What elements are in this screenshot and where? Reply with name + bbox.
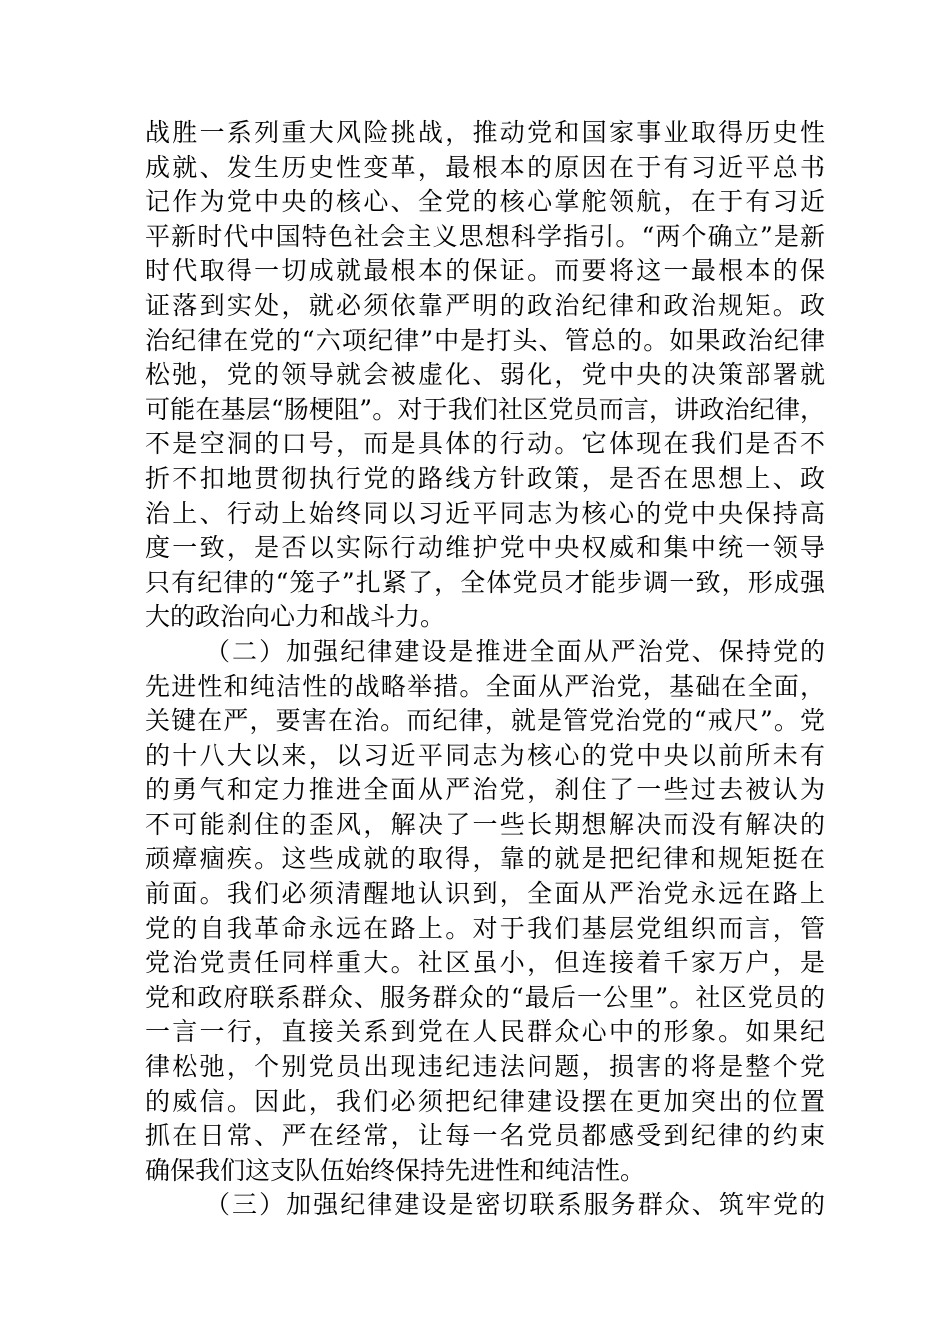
text-line: 的威信。因此，我们必须把纪律建设摆在更加突出的位置: [145, 1086, 825, 1116]
text-line: 松弛，党的领导就会被虚化、弱化，党中央的决策部署就: [145, 360, 825, 390]
text-line: 证落到实处，就必须依靠严明的政治纪律和政治规矩。政: [145, 290, 825, 320]
text-line: 不可能刹住的歪风，解决了一些长期想解决而没有解决的: [145, 809, 825, 839]
text-line: 的十八大以来，以习近平同志为核心的党中央以前所未有: [145, 740, 825, 770]
body-text: [145, 116, 825, 1223]
text-line: 党治党责任同样重大。社区虽小，但连接着千家万户，是: [145, 948, 825, 978]
text-line: 可能在基层“肠梗阻”。对于我们社区党员而言，讲政治纪律，: [145, 394, 825, 424]
text-line: 一言一行，直接关系到党在人民群众心中的形象。如果纪: [145, 1017, 825, 1047]
text-line: 党的自我革命永远在路上。对于我们基层党组织而言，管: [145, 913, 825, 943]
text-line: 先进性和纯洁性的战略举措。全面从严治党，基础在全面，: [145, 671, 825, 701]
text-line: 折不扣地贯彻执行党的路线方针政策，是否在思想上、政: [145, 463, 825, 493]
section-heading-line: （三）加强纪律建设是密切联系服务群众、筑牢党的: [205, 1190, 825, 1220]
text-line: 度一致，是否以实际行动维护党中央权威和集中统一领导: [145, 533, 825, 563]
text-line: 关键在严，要害在治。而纪律，就是管党治党的“戒尺”。党: [145, 706, 825, 736]
text-line: 治纪律在党的“六项纪律”中是打头、管总的。如果政治纪律: [145, 325, 825, 355]
text-line: 时代取得一切成就最根本的保证。而要将这一最根本的保: [145, 256, 825, 286]
text-line: 的勇气和定力推进全面从严治党，刹住了一些过去被认为: [145, 775, 825, 805]
text-line: 平新时代中国特色社会主义思想科学指引。“两个确立”是新: [145, 221, 825, 251]
section-heading-line: （二）加强纪律建设是推进全面从严治党、保持党的: [205, 636, 825, 666]
text-line: 成就、发生历史性变革，最根本的原因在于有习近平总书: [145, 152, 825, 182]
text-line: 只有纪律的“笼子”扎紧了，全体党员才能步调一致，形成强: [145, 567, 825, 597]
text-line: 确保我们这支队伍始终保持先进性和纯洁性。: [145, 1155, 646, 1185]
text-line: 记作为党中央的核心、全党的核心掌舵领航，在于有习近: [145, 187, 825, 217]
text-line: 顽瘴痼疾。这些成就的取得，靠的就是把纪律和规矩挺在: [145, 844, 825, 874]
text-line: 大的政治向心力和战斗力。: [145, 602, 446, 632]
text-line: 律松弛，个别党员出现违纪违法问题，损害的将是整个党: [145, 1052, 825, 1082]
text-line: 党和政府联系群众、服务群众的“最后一公里”。社区党员的: [145, 982, 825, 1012]
text-line: 不是空洞的口号，而是具体的行动。它体现在我们是否不: [145, 429, 825, 459]
text-line: 抓在日常、严在经常，让每一名党员都感受到纪律的约束: [145, 1121, 825, 1151]
text-line: 前面。我们必须清醒地认识到，全面从严治党永远在路上: [145, 879, 825, 909]
text-line: 战胜一系列重大风险挑战，推动党和国家事业取得历史性: [145, 118, 825, 147]
text-line: 治上、行动上始终同以习近平同志为核心的党中央保持高: [145, 498, 825, 528]
